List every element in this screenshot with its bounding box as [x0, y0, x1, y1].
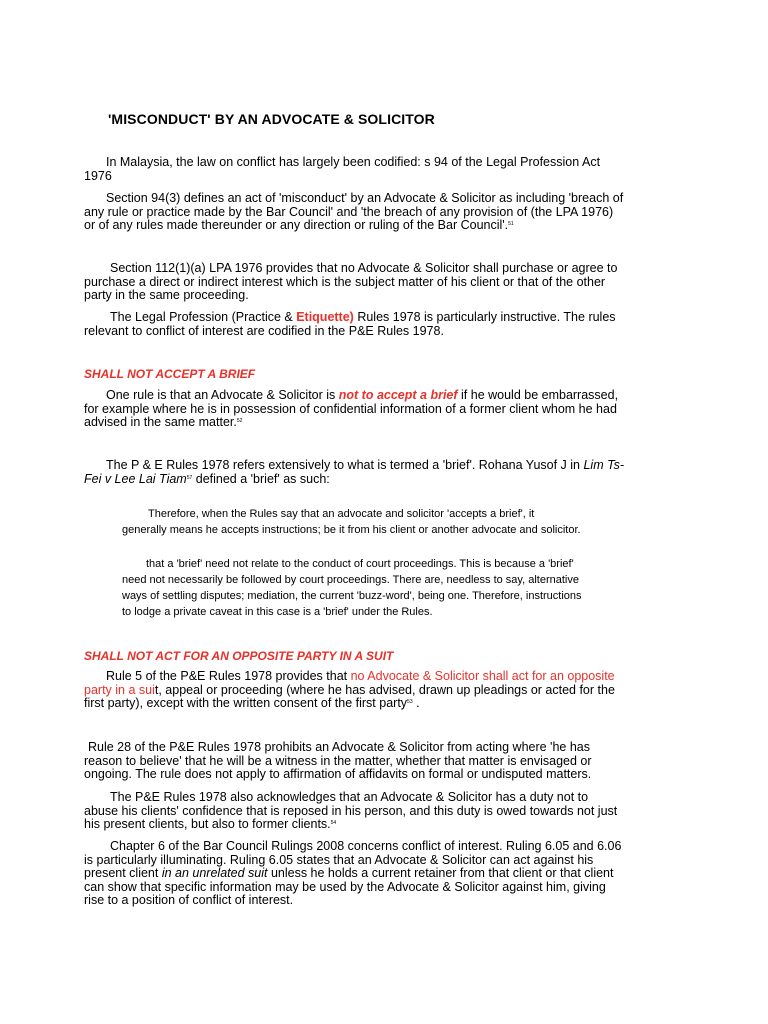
paragraph-intro-text: In Malaysia, the law on conflict has largely been codified: s 94 of the Legal Profession Act 1976: [84, 155, 601, 183]
paragraph-duty-confidence: [84, 791, 624, 832]
unrelated-suit-emphasis: in an unrelated suit: [161, 866, 268, 880]
rule-5-text-d: .: [412, 696, 420, 710]
footnote-ref: 53: [407, 699, 413, 705]
paragraph-accept-brief: [84, 389, 624, 430]
pe-rules-text-a: The Legal Profession (Practice &: [110, 310, 297, 324]
paragraph-section-112-text: Section 112(1)(a) LPA 1976 provides that no Advocate & Solicitor shall purchase or agree to purchase a direct or indirect interest which is the subject matter of his client or that of the other party in the same proceeding.: [84, 261, 618, 302]
pe-rules-text-c: Rules 1978 is particularly instructive. The rules relevant to conflict of interest are codified in the P&E Rules 1978.: [84, 310, 616, 338]
footnote-ref: 54: [330, 820, 337, 826]
accept-brief-text-c: if he would be embarrassed, for example where he is in possession of confidential information of a former client whom he had advised in the same matter.: [84, 388, 619, 429]
section-heading-accept-brief: SHALL NOT ACCEPT A BRIEF: [84, 367, 256, 381]
block-quote-1-text: Therefore, when the Rules say that an advocate and solicitor 'accepts a brief', it generally means he accepts instructions; be it from his client or another advocate and solicitor.: [122, 508, 581, 536]
paragraph-bar-council-rulings: [84, 840, 624, 908]
accept-brief-text-a: One rule is that an Advocate & Solicitor is: [106, 388, 339, 402]
paragraph-section-94-text: Section 94(3) defines an act of 'misconduct' by an Advocate & Solicitor as including 'breach of any rule or practice made by the Bar Council' and 'the breach of any provision of (the LPA 1976) or of any rules made thereunder or any direction or ruling of the Bar Council'.: [84, 191, 624, 232]
footnote-ref: 52: [236, 418, 243, 424]
paragraph-brief-definition: [84, 459, 624, 486]
etiquette-highlight: Etiquette): [296, 310, 354, 324]
duty-confidence-text: The P&E Rules 1978 also acknowledges that an Advocate & Solicitor has a duty not to abuse his clients' confidence that is reposed in his person, and this duty is owed towards not just his present clients, but also to former clients.: [84, 790, 618, 831]
paragraph-section-94: [84, 192, 624, 233]
paragraph-rule-5: [84, 670, 624, 711]
rule-5-text-a: Rule 5 of the P&E Rules 1978 provides that: [106, 669, 351, 683]
block-quote-1: [122, 506, 582, 538]
opposite-party-highlight: no Advocate & Solicitor shall act for an opposite party in a sui: [84, 669, 615, 697]
paragraph-rule-28: [84, 741, 624, 782]
paragraph-intro: [84, 156, 624, 183]
footnote-ref: 57: [186, 474, 193, 481]
block-quote-2-text: that a 'brief' need not relate to the conduct of court proceedings. This is because a 'brief' need not necessarily be followed by court proceedings. There are, needless to say, alternative ways of settling disputes; mediation, the current 'buzz-word', being one. Therefore, instructions to lodge a private caveat in this case is a 'brief' under the Rules.: [122, 558, 582, 618]
block-quote-2: [122, 556, 582, 620]
paragraph-pe-rules: [84, 311, 624, 338]
section-heading-opposite-party: SHALL NOT ACT FOR AN OPPOSITE PARTY IN A SUIT: [84, 649, 394, 663]
page-title: 'MISCONDUCT' BY AN ADVOCATE & SOLICITOR: [108, 111, 435, 127]
rulings-text-c: unless he holds a current retainer from that client or that client can show that specific information may be used by the Advocate & Solicitor against him, giving rise to a position of conflict of interest.: [84, 866, 614, 907]
brief-definition-text-c: defined a 'brief' as such:: [192, 471, 330, 486]
brief-definition-text-a: The P & E Rules 1978 refers extensively to what is termed a 'brief'. Rohana Yusof J in: [106, 458, 584, 472]
rule-28-text: Rule 28 of the P&E Rules 1978 prohibits an Advocate & Solicitor from acting where 'he has reason to believe' that he will be a witness in the matter, whether that matter is envisaged or ongoing. The rule does not apply to affirmation of affidavits on formal or undisputed matters.: [84, 740, 592, 781]
rulings-text-a: Chapter 6 of the Bar Council Rulings 2008 concerns conflict of interest. Ruling 6.05 and 6.06 is particularly illuminating. Ruling 6.05 states that an Advocate & Solicitor can act against his present client: [84, 839, 622, 880]
footnote-ref: 51: [508, 221, 514, 227]
rule-5-text-c: t, appeal or proceeding (where he has advised, drawn up pleadings or acted for the first party), except with the written consent of the first party: [84, 682, 615, 710]
not-accept-brief-highlight: not to accept a brief: [338, 388, 458, 402]
paragraph-section-112: [84, 262, 624, 303]
case-citation: Lim Ts-Fei v Lee Lai Tiam: [84, 458, 624, 486]
